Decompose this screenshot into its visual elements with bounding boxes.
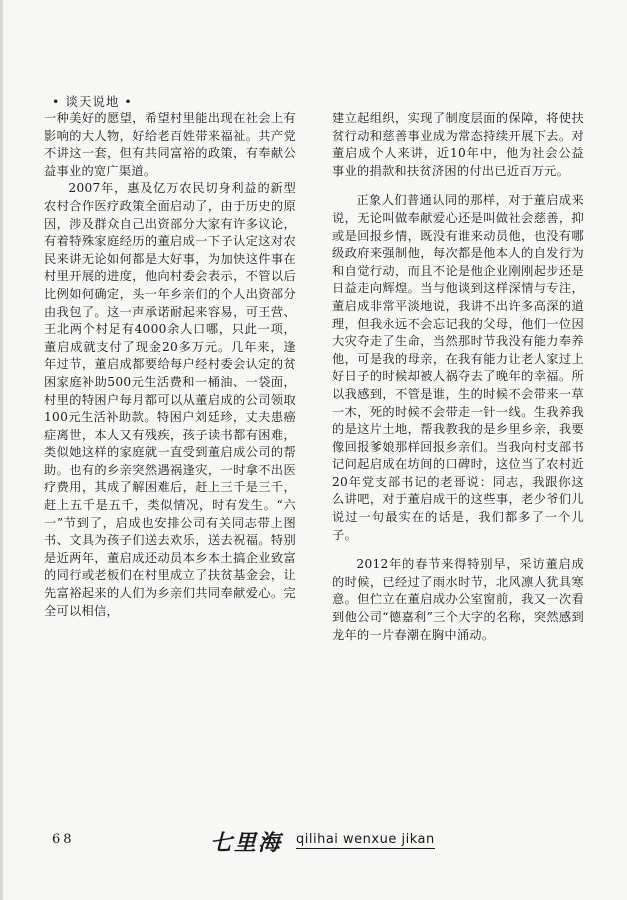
magazine-logo: 七里海 <box>210 830 283 856</box>
scan-edge <box>0 0 3 900</box>
left-column <box>44 110 296 620</box>
left-paragraph-2: 2007年，惠及亿万农民切身利益的新型农村合作医疗政策全面启动了，由于历史的原因，涉及群众自己出资部分大家有许多议论，有着特殊家庭经历的董启成一下子认定这对农民来讲无论如何都是大好事，为加快这件事在村里开展的进度，他向村委会表示，不管以后比例如何确定，头一年乡亲们的个人出资部分由我包了。这一声承诺耐起来容易，可王营、王北两个村足有4000余人口哪，只此一项，董启成就支付了现金20多万元。几年来，逢年过节，董启成都要给每户经村委会认定的贫困家庭补助500元生活费和一桶油、一袋面，村里的特困户每月都可以从董启成的公司领取100元生活补助款。特困户刘廷珍，丈夫患癌症离世，本人又有残疾，孩子读书都有困难，类似她这样的家庭就一直受到董启成公司的帮助。也有的乡亲突然遇祸逢灾，一时拿不出医疗费用，其成了解困难后，赶上三千是三千，赶上五千是五千，类似情况，时有发生。“六一”节到了，启成也安排公司有关同志带上图书、文具为孩子们送去欢乐，送去祝福。特别是近两年，董启成还动员本乡本土搞企业致富的同行或老板们在村里成立了扶贫基金会，让先富裕起来的人们为乡亲们共同奉献爱心。完全可以相信， <box>44 181 296 618</box>
right-paragraph-1: 建立起组织，实现了制度层面的保障，将使扶贫行动和慈善事业成为常态持续开展下去。对董启成个人来讲，近10年中，他为社会公益事业的捐款和扶贫济困的付出已近百万元。 <box>332 111 584 178</box>
right-paragraph-3: 2012年的春节来得特别早，采访董启成的时候，已经过了雨水时节，北风凛人犹具寒意。但伫立在董启成办公室窗前，我又一次看到他公司“德嘉利”三个大字的名称，突然感到龙年的一片春潮在胸中涌动。 <box>332 557 584 642</box>
section-label: • 谈天说地 • <box>52 94 133 109</box>
left-paragraph-1: 一种美好的愿望，希望村里能出现在社会上有影响的大人物，好给老百姓带来福祉。共产党不讲这一套，但有共同富裕的政策，有奉献公益事业的宽广渠道。 <box>44 111 296 178</box>
page-footer <box>0 828 627 858</box>
right-paragraph-2: 正象人们普通认同的那样，对于董启成来说，无论叫做奉献爱心还是叫做社会慈善，抑或是回报乡情，既没有谁来动员他，也没有哪级政府来强制他，每次都是他本人的自发行为和自觉行动，而且不论是他企业刚刚起步还是日益走向辉煌。当与他谈到这样深情与专注，董启成非常平淡地说，我讲不出许多高深的道理，但我永远不会忘记我的父母，他们一位因大灾夺走了生命，当然那时节我没有能力奉养他，可是我的母亲，在我有能力让老人家过上好日子的时候却被人祸夺去了晚年的幸福。所以我感到，不管是谁，生的时候不会带来一草一木，死的时候不会带走一针一线。生我养我的是这片土地，帮我教我的是乡里乡亲，我要像回报爹娘那样回报乡亲们。当我向村支部书记问起启成在坊间的口碑时，这位当了农村近20年党支部书记的老哥说：同志，我跟你这么讲吧，对于董启成干的这些事，老少爷们儿说过一句最实在的话是，我们都多了一个儿子。 <box>332 193 584 542</box>
page-number: 68 <box>52 832 75 847</box>
magazine-pinyin: qilihai wenxue jikan <box>296 832 435 847</box>
right-column <box>332 110 584 644</box>
